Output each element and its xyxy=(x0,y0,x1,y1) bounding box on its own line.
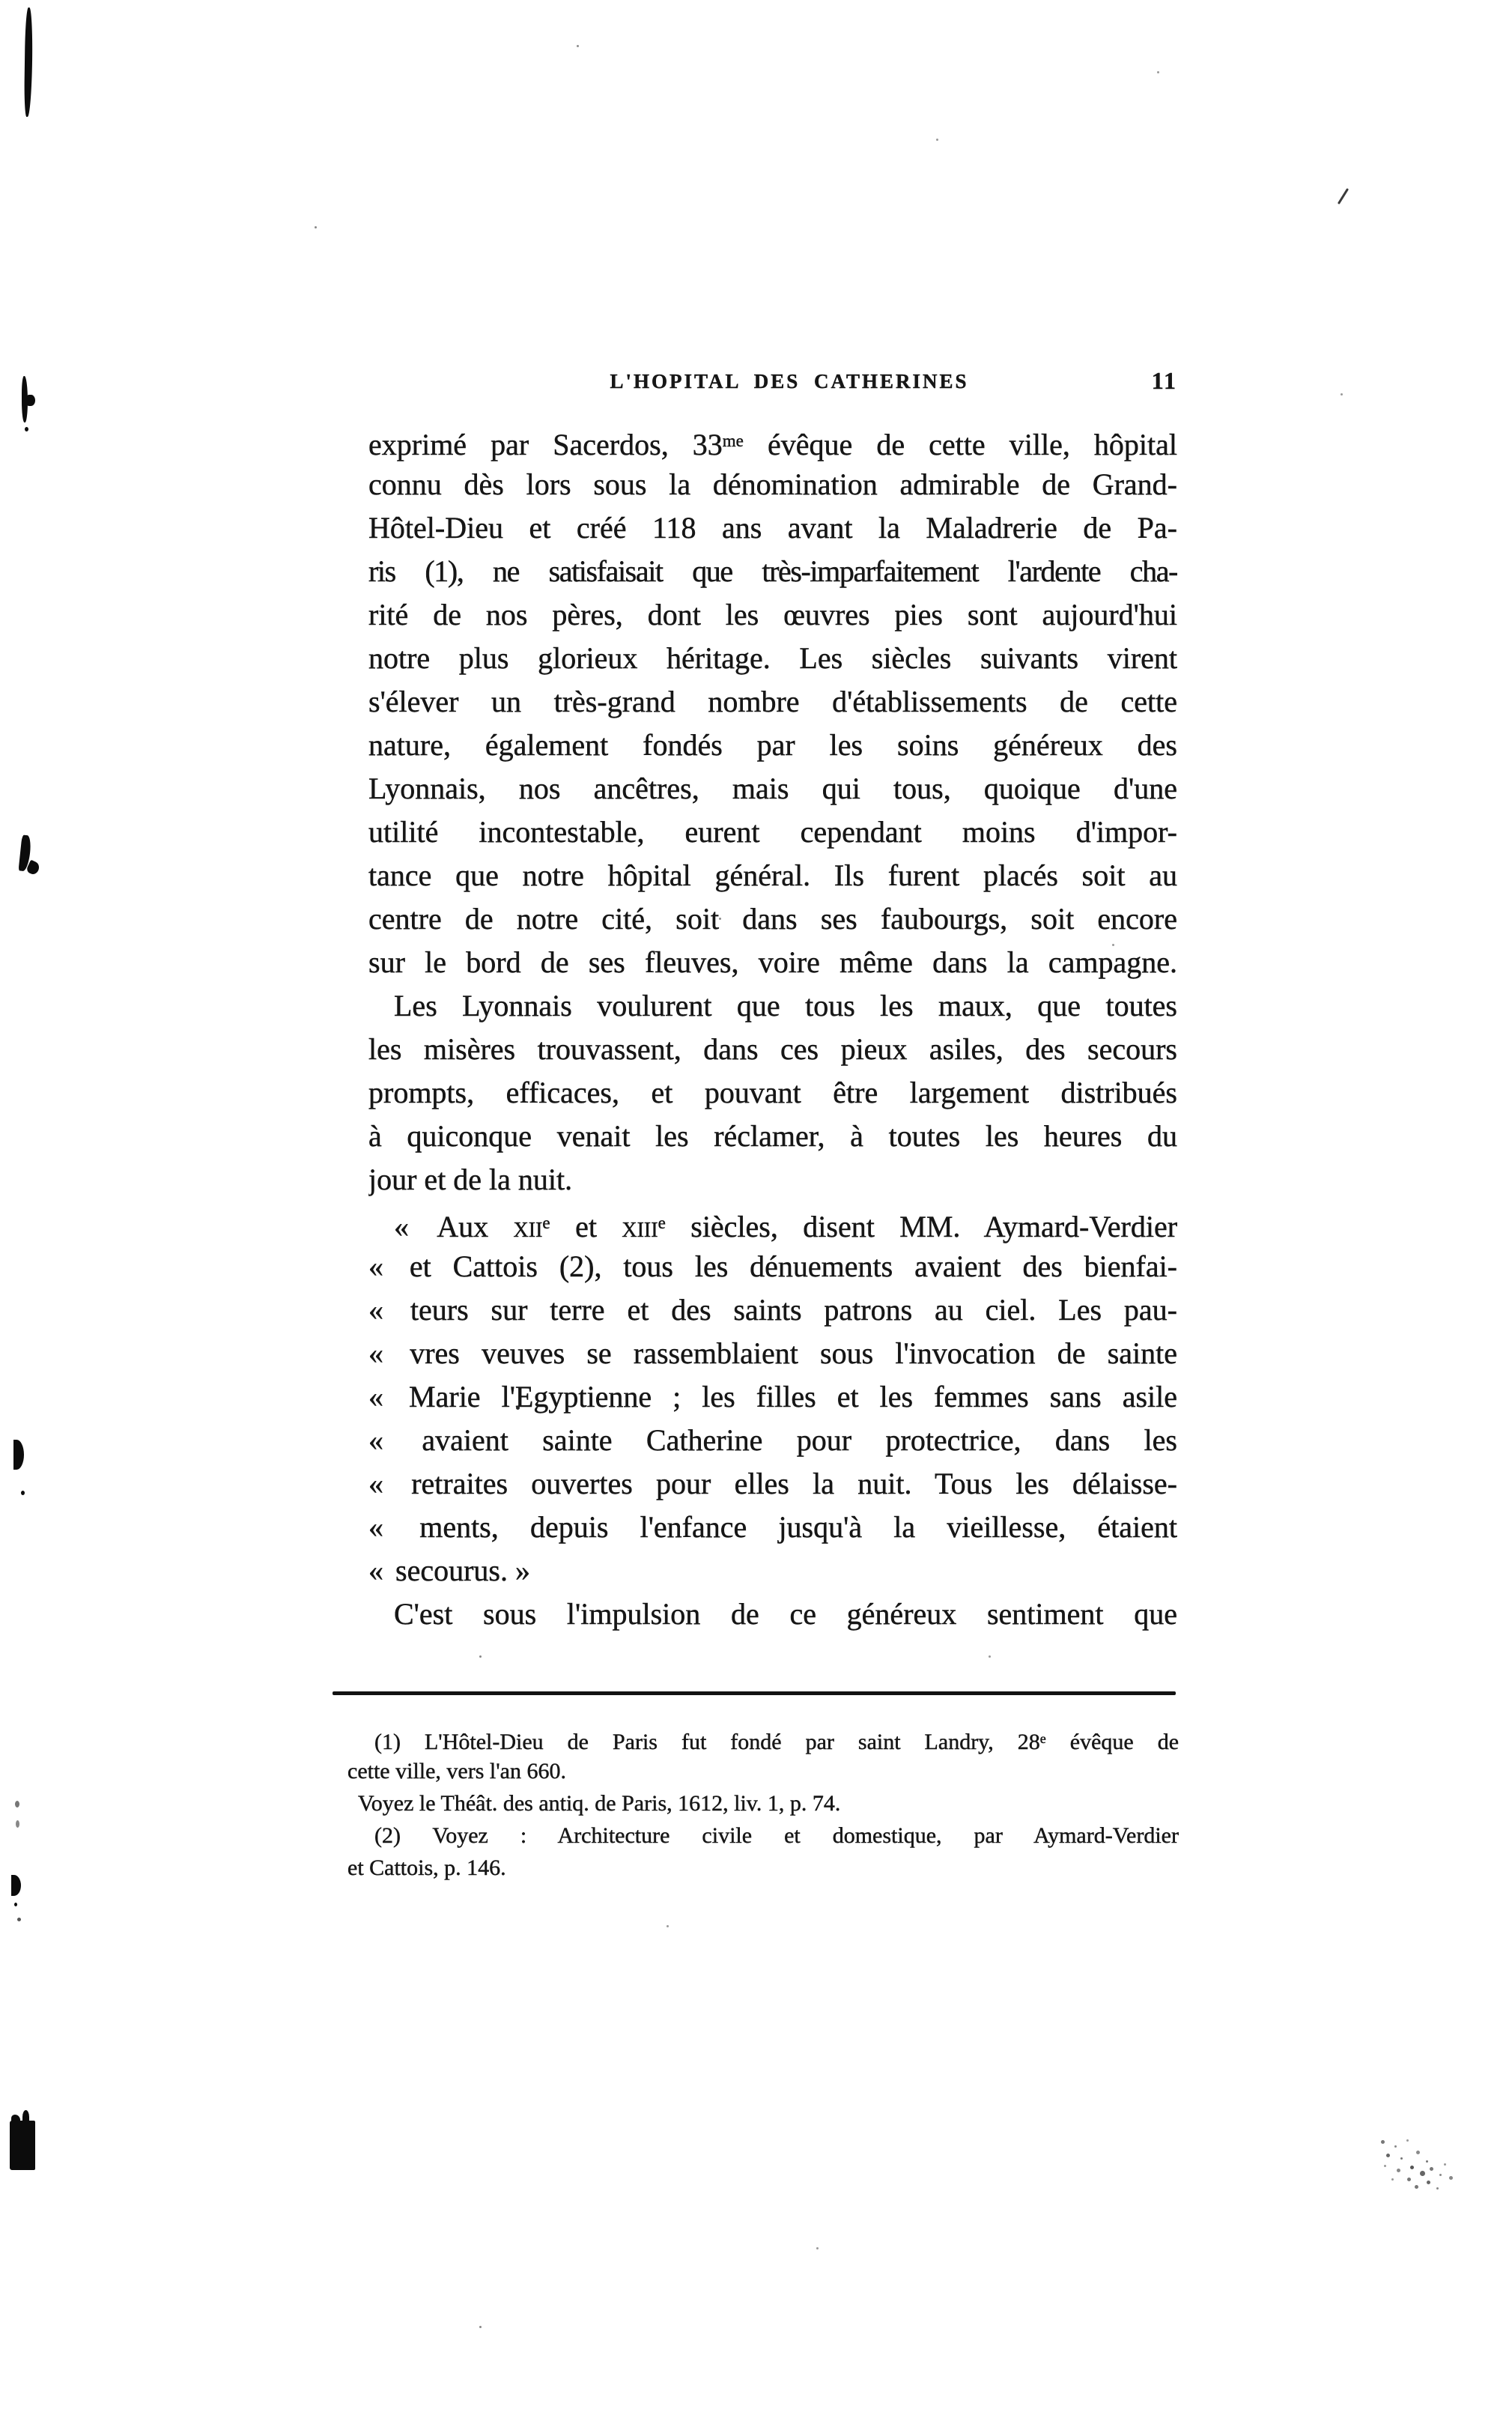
quote-line xyxy=(368,1375,1177,1419)
scan-speckles xyxy=(1378,2135,1380,2137)
text-segment: avaient sainte Catherine pour protectrice, dans les xyxy=(422,1423,1177,1457)
ink-blot xyxy=(17,1918,21,1921)
text-segment: secourus. » xyxy=(395,1554,530,1587)
superscript: e xyxy=(542,1213,550,1232)
ink-blot xyxy=(24,7,33,117)
running-header-title: L'HOPITAL DES CATHERINES xyxy=(610,370,969,393)
text-segment: exprimé par Sacerdos, 33 xyxy=(368,428,723,461)
guillemet: « xyxy=(368,1423,383,1457)
footnote-line: cette ville, vers l'an 660. xyxy=(347,1759,566,1784)
scan-speckles xyxy=(577,45,579,47)
text-line: à quiconque venait les réclamer, à toutes les heures du xyxy=(368,1119,1177,1153)
text-segment: (1) L'Hôtel-Dieu de Paris fut fondé par saint Landry, 28 xyxy=(374,1730,1040,1754)
text-line: ris (1), ne satisfaisait que très-imparfaitement l'ardente cha- xyxy=(368,554,1177,588)
ink-blot xyxy=(27,395,35,406)
text-line xyxy=(368,419,1177,463)
footnote-line: (2) Voyez : Architecture civile et domestique, par Aymard-Verdier xyxy=(374,1823,1179,1848)
quote-line xyxy=(368,1332,1177,1375)
text-line: Les Lyonnais voulurent que tous les maux, que toutes xyxy=(394,989,1177,1022)
superscript: e xyxy=(1039,1731,1046,1746)
text-line: les misères trouvassent, dans ces pieux asiles, des secours xyxy=(368,1032,1177,1066)
text-segment: Aux xyxy=(437,1210,489,1243)
guillemet: « xyxy=(368,1380,383,1413)
guillemet: « xyxy=(368,1467,383,1500)
ink-blot xyxy=(15,1801,19,1808)
text-segment: siècles, disent MM. Aymard-Verdier xyxy=(690,1210,1177,1243)
ink-blot xyxy=(25,427,28,431)
text-line: Lyonnais, nos ancêtres, mais qui tous, quoique d'une xyxy=(368,772,1177,805)
quote-line xyxy=(368,1549,1177,1593)
text-line: nature, également fondés par les soins généreux des xyxy=(368,728,1177,762)
text-line: jour et de la nuit. xyxy=(368,1163,573,1196)
footnote-separator xyxy=(333,1691,1176,1695)
ink-blot xyxy=(11,1875,21,1896)
ink-blot xyxy=(11,2115,20,2124)
superscript: e xyxy=(658,1213,666,1232)
text-segment: ments, depuis l'enfance jusqu'à la vieillesse, étaient xyxy=(419,1510,1177,1544)
text-line: utilité incontestable, eurent cependant moins d'impor- xyxy=(368,815,1177,849)
ink-blot xyxy=(22,2110,29,2124)
text-line: centre de notre cité, soit dans ses faubourgs, soit encore xyxy=(368,902,1177,936)
guillemet: « xyxy=(368,1249,383,1283)
quote-line xyxy=(368,1288,1177,1332)
footnotes xyxy=(347,1723,1179,1884)
ink-blot xyxy=(10,2121,35,2170)
text-line: rité de nos pères, dont les œuvres pies sont aujourd'hui xyxy=(368,598,1177,631)
quote-line xyxy=(368,1419,1177,1462)
guillemet: « xyxy=(394,1210,409,1243)
text-segment: et xyxy=(575,1210,597,1243)
text-segment: Marie l'Egyptienne ; les filles et les femmes sans asile xyxy=(409,1380,1177,1413)
guillemet: « xyxy=(368,1510,383,1544)
text-segment: évêque de cette ville, hôpital xyxy=(767,428,1177,461)
quote-line xyxy=(368,1462,1177,1506)
footnote-line: Voyez le Théât. des antiq. de Paris, 1612, liv. 1, p. 74. xyxy=(358,1791,841,1816)
guillemet: « xyxy=(368,1554,383,1587)
roman-numeral: xii xyxy=(513,1210,543,1243)
guillemet: « xyxy=(368,1336,383,1370)
footnote-line: et Cattois, p. 146. xyxy=(347,1855,506,1880)
text-line: tance que notre hôpital général. Ils furent placés soit au xyxy=(368,858,1177,892)
ink-blot xyxy=(13,1440,24,1470)
page-number: 11 xyxy=(1151,367,1177,394)
text-segment: teurs sur terre et des saints patrons au ciel. Les pau- xyxy=(410,1293,1177,1327)
guillemet: « xyxy=(368,1293,383,1327)
quote-line xyxy=(368,1245,1177,1288)
text-segment: et Cattois (2), tous les dénuements avaient des bienfai- xyxy=(409,1249,1177,1283)
text-line: C'est sous l'impulsion de ce généreux sentiment que xyxy=(394,1597,1177,1631)
running-header xyxy=(368,367,1177,406)
quote-line xyxy=(368,1506,1177,1549)
ink-blot xyxy=(16,1820,19,1828)
text-segment: évêque de xyxy=(1069,1730,1179,1754)
text-line: sur le bord de ses fleuves, voire même dans la campagne. xyxy=(368,945,1177,979)
roman-numeral: xiii xyxy=(622,1210,658,1243)
text-segment: retraites ouvertes pour elles la nuit. Tous les délaisse- xyxy=(411,1467,1177,1500)
quote-line xyxy=(368,1202,1177,1245)
superscript: me xyxy=(722,431,744,450)
text-line: s'élever un très-grand nombre d'établissements de cette xyxy=(368,685,1177,718)
text-line: prompts, efficaces, et pouvant être largement distribués xyxy=(368,1076,1177,1109)
ink-blot xyxy=(14,1903,17,1906)
text-line: notre plus glorieux héritage. Les siècles suivants virent xyxy=(368,641,1177,675)
text-line: Hôtel-Dieu et créé 118 ans avant la Maladrerie de Pa- xyxy=(368,511,1177,545)
footnote-line xyxy=(347,1723,1179,1755)
ink-blot xyxy=(1338,188,1349,204)
text-line: connu dès lors sous la dénomination admirable de Grand- xyxy=(368,467,1177,501)
ink-blot xyxy=(21,1491,25,1495)
text-segment: vres veuves se rassemblaient sous l'invocation de sainte xyxy=(410,1336,1177,1370)
main-text xyxy=(368,419,1177,1636)
